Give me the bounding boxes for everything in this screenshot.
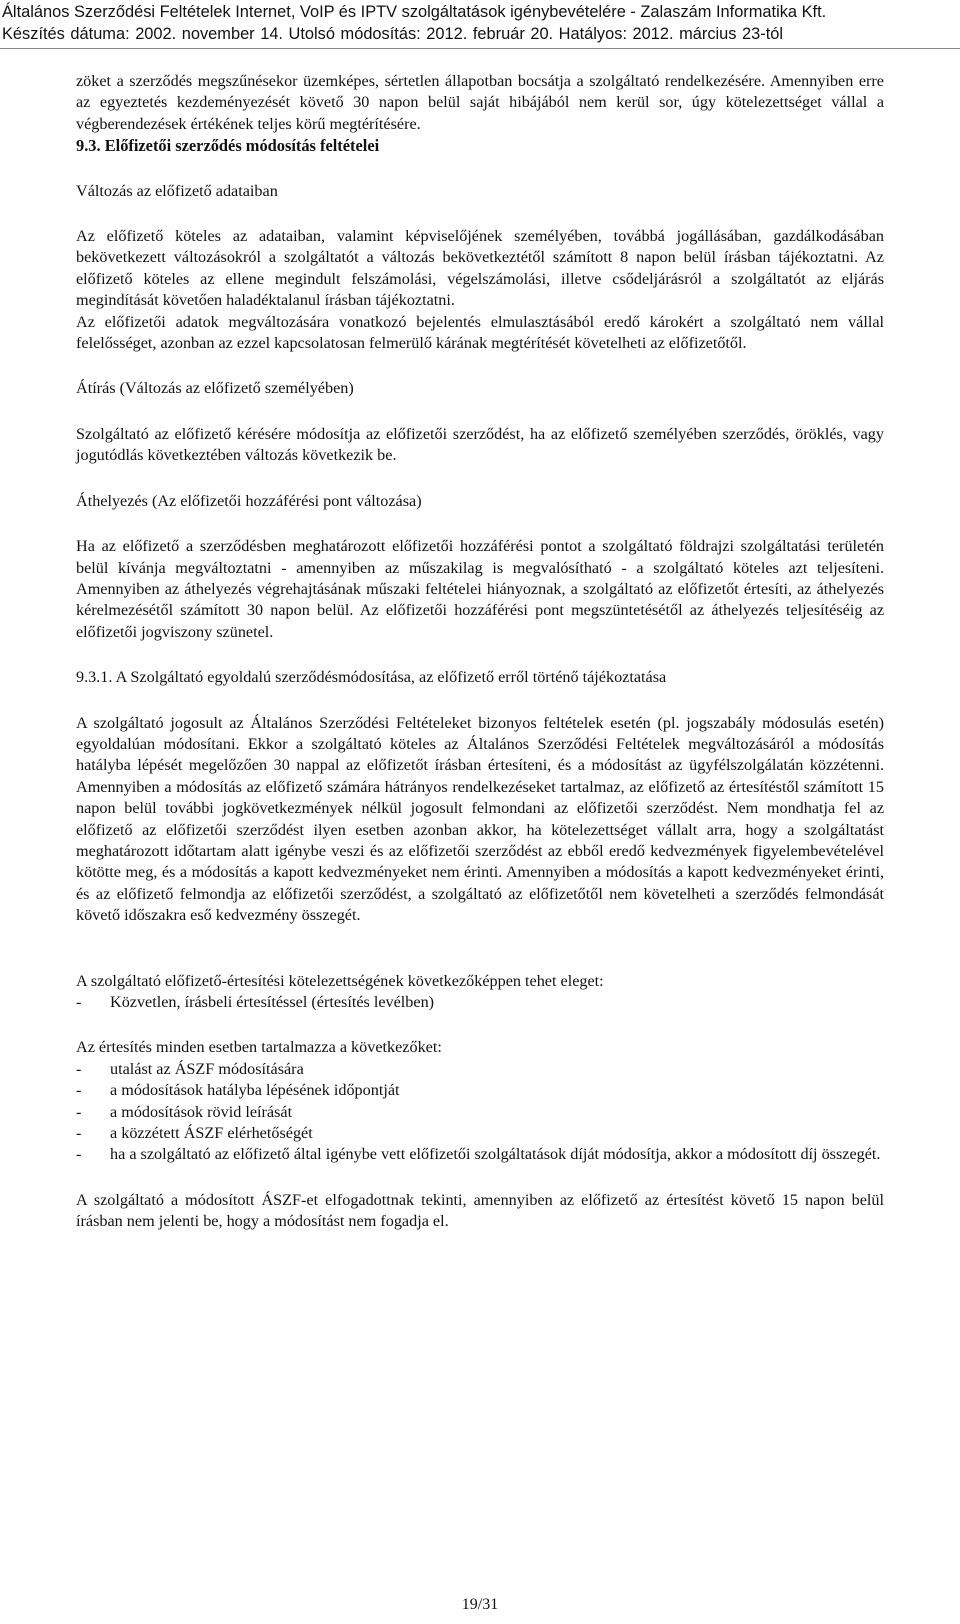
intro-paragraph: zöket a szerződés megszűnésekor üzemképes, sértetlen állapotban bocsátja a szolgáltató rendelkezésére. Amennyiben erre az egyeztetés kezdeményezését követő 30 napon belül saját hibájából nem kerül sor, úgy kötelezettséget vállal a végberendezések értékének teljes körű megtérítésére. [76,72,884,133]
content-intro: Az értesítés minden esetben tartalmazza a következőket: [76,1038,442,1057]
header-divider [0,48,960,49]
page-header [0,0,960,48]
dash-bullet: - [76,1059,82,1078]
list-item-text: utalást az ÁSZF módosítására [110,1059,304,1078]
closing-paragraph: A szolgáltató a módosított ÁSZF-et elfogadottnak tekinti, amennyiben az előfizető az értesítést követő 15 napon belül írásban nem jelenti be, hogy a módosítást nem fogadja el. [76,1190,884,1231]
change-paragraph-2: Az előfizetői adatok megváltozására vonatkozó bejelentés elmulasztásából eredő károkért a szolgáltató nem vállal felelősséget, azonban az ezzel kapcsolatosan felmerülő kárának megtérítését követelheti az előfizetőtől. [76,312,884,353]
transfer-paragraph: Szolgáltató az előfizető kérésére módosítja az előfizetői szerződést, ha az előfizető személyében szerződés, öröklés, vagy jogutódlás következtében változás következik be. [76,424,884,465]
document-body [76,71,884,1233]
list-item-text: Közvetlen, írásbeli értesítéssel (értesítés levélben) [110,993,435,1011]
list-item-text: ha a szolgáltató az előfizető által igénybe vett előfizetői szolgáltatások díját módosítja, akkor a módosított díj összegét. [110,1145,881,1164]
header-document-dates: Készítés dátuma: 2002. november 14. Utolsó módosítás: 2012. február 20. Hatályos: 2012. március 23-tól [2,25,784,43]
list-item [76,1123,884,1144]
relocation-paragraph: Ha az előfizető a szerződésben meghatározott előfizetői hozzáférési pontot a szolgáltató földrajzi szolgáltatási területén belül kívánja megváltoztatni - amennyiben az műszakilag is megvalósítható - a szolgáltató köteles azt teljesíteni. Amennyiben az áthelyezés végrehajtásának műszaki feltételei hiányoznak, a szolgáltató az előfizetőt értesíti, az áthelyezés kérelmezésétől számított 30 napon belül. Az előfizetői hozzáférési pont megszüntetésétől az áthelyezés teljesítéséig az előfizetői jogviszony szünetel. [76,537,884,641]
list-item [76,1144,884,1165]
list-item-text: a közzétett ÁSZF elérhetőségét [110,1124,313,1143]
dash-bullet: - [76,1145,82,1164]
notify-list [76,992,884,1013]
list-item [76,1102,884,1123]
list-item-text: a módosítások hatályba lépésének időpontját [110,1081,400,1100]
section-title: Előfizetői szerződés módosítás feltételei [104,136,380,156]
list-item [76,992,884,1013]
list-item [76,1059,884,1080]
list-item-text: a módosítások rövid leírását [110,1102,293,1121]
header-document-title: Általános Szerződési Feltételek Internet, VoIP és IPTV szolgáltatások igénybevételére - Zalaszám Informatika Kft. [2,3,827,21]
list-item [76,1080,884,1101]
notify-intro: A szolgáltató előfizető-értesítési kötelezettségének következőképpen tehet eleget: [76,971,604,990]
dash-bullet: - [76,993,82,1011]
section-heading [76,135,884,156]
relocation-heading: Áthelyezés (Az előfizetői hozzáférési pont változása) [76,491,422,510]
dash-bullet: - [76,1102,82,1121]
subsection-heading: 9.3.1. A Szolgáltató egyoldalú szerződésmódosítása, az előfizető erről történő tájékoztatása [76,668,667,687]
content-list [76,1059,884,1166]
page-number: 19/31 [461,1596,499,1613]
change-paragraph-1: Az előfizető köteles az adataiban, valamint képviselőjének személyében, továbbá jogállásában, gazdálkodásában bekövetkezett változásokról a szolgáltatót a változás bekövetkeztétől számított 8 napon belül írásban tájékoztatni. Az előfizető köteles az ellene megindult felszámolási, végelszámolási, illetve csődeljárásról a szolgáltatót az eljárás megindítását követően haladéktalanul írásban tájékoztatni. [76,227,884,310]
dash-bullet: - [76,1124,82,1143]
dash-bullet: - [76,1081,82,1100]
subsection-paragraph: A szolgáltató jogosult az Általános Szerződési Feltételeket bizonyos feltételek esetén (pl. jogszabály módosulás esetén) egyoldalúan módosítani. Ekkor a szolgáltató köteles az Általános Szerződési Feltételek megváltozásáról a módosítás hatályba lépését megelőzően 30 nappal az előfizetőt írásban értesíteni, és a módosítást az ügyfélszolgálatán közzétenni. Amennyiben a módosítás az előfizető számára hátrányos rendelkezéseket tartalmaz, az előfizető az értesítéstől számított 15 napon belül további jogkövetkezmények nélkül jogosult felmondani az előfizetői szerződést. Nem mondhatja fel az előfizető az előfizetői szerződést ilyen esetben azonban akkor, ha kötelezettséget vállalt arra, hogy a szolgáltatást meghatározott időtartam alatt igénybe veszi és az előfizetői szerződést az ebből eredő kedvezmények figyelembevételével kötötte meg, és a módosítás a kapott kedvezményeket nem érinti. Amennyiben a módosítás a kapott kedvezményeket érinti, és az előfizető felmondja az előfizetői szerződést, a szolgáltató az előfizetőtől nem követelheti a szerződés felmondását követő időszakra eső kedvezmény összegét. [76,713,884,925]
section-number: 9.3. [76,136,101,156]
transfer-heading: Átírás (Változás az előfizető személyében) [76,379,354,398]
change-heading: Változás az előfizető adataiban [76,181,278,200]
